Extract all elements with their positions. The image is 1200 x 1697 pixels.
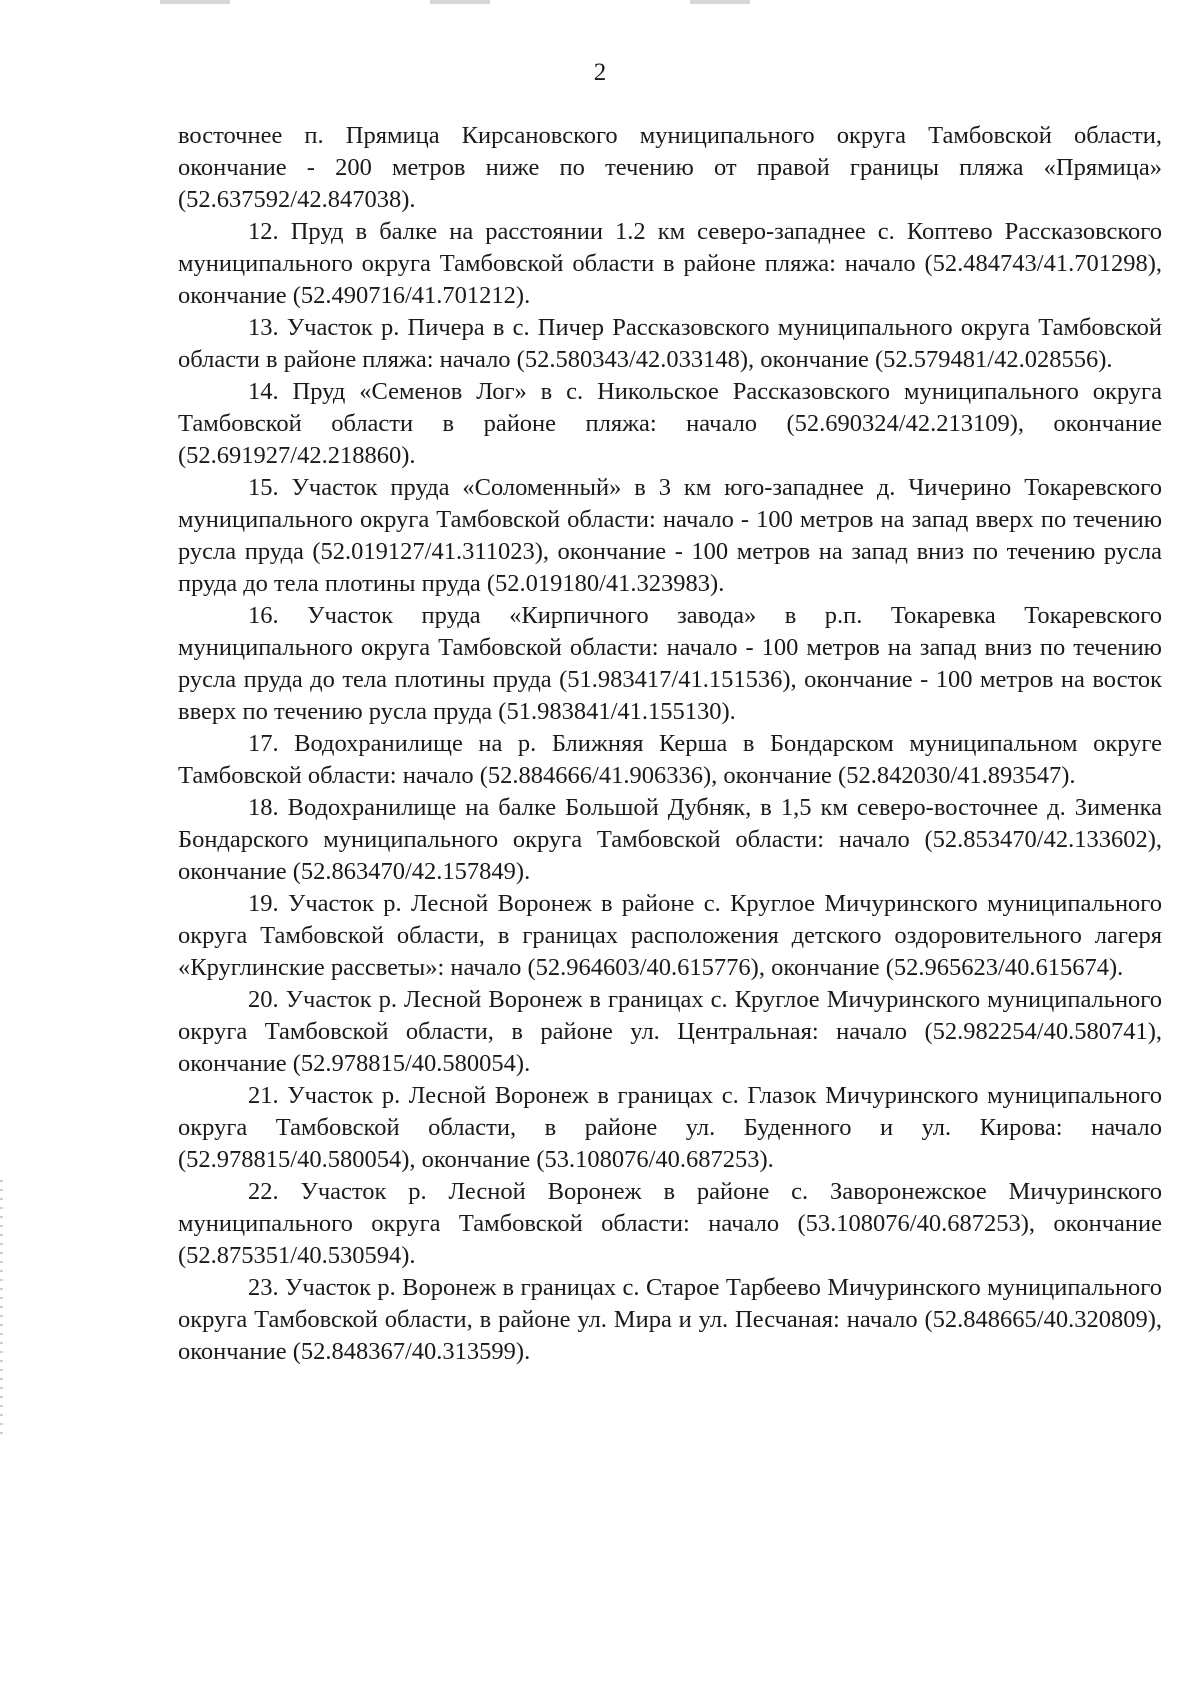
document-body bbox=[178, 120, 1162, 1368]
paragraph-item-19: 19. Участок р. Лесной Воронеж в районе с. Круглое Мичуринского муниципального округа Тамбовской области, в границах расположения детского оздоровительного лагеря «Круглинские рассветы»: начало (52.964603/40.615776), окончание (52.965623/40.615674). bbox=[178, 890, 1162, 981]
paragraph-item-12: 12. Пруд в балке на расстоянии 1.2 км северо-западнее с. Коптево Рассказовского муниципального округа Тамбовской области в районе пляжа: начало (52.484743/41.701298), окончание (52.490716/41.701212). bbox=[178, 218, 1162, 309]
paragraph-continuation: восточнее п. Прямица Кирсановского муниципального округа Тамбовской области, окончание - 200 метров ниже по течению от правой границы пляжа «Прямица» (52.637592/42.847038). bbox=[178, 122, 1162, 213]
paragraph-item-17: 17. Водохранилище на р. Ближняя Керша в Бондарском муниципальном округе Тамбовской области: начало (52.884666/41.906336), окончание (52.842030/41.893547). bbox=[178, 730, 1162, 789]
scan-edge-artifact bbox=[0, 1180, 3, 1440]
paragraph-item-14: 14. Пруд «Семенов Лог» в с. Никольское Рассказовского муниципального округа Тамбовской области в районе пляжа: начало (52.690324/42.213109), окончание (52.691927/42.218860). bbox=[178, 378, 1162, 469]
page-number: 2 bbox=[593, 59, 607, 86]
paragraph-item-15: 15. Участок пруда «Соломенный» в 3 км юго-западнее д. Чичерино Токаревского муниципального округа Тамбовской области: начало - 100 метров на запад вверх по течению русла пруда (52.019127/41.311023), окончание - 100 метров на запад вниз по течению русла пруда до тела плотины пруда (52.019180/41.323983). bbox=[178, 474, 1162, 597]
paragraph-item-18: 18. Водохранилище на балке Большой Дубняк, в 1,5 км северо-восточнее д. Зименка Бондарского муниципального округа Тамбовской области: начало (52.853470/42.133602), окончание (52.863470/42.157849). bbox=[178, 794, 1162, 885]
paragraph-item-22: 22. Участок р. Лесной Воронеж в районе с. Заворонежское Мичуринского муниципального округа Тамбовской области: начало (53.108076/40.687253), окончание (52.875351/40.530594). bbox=[178, 1178, 1162, 1269]
paragraph-item-13: 13. Участок р. Пичера в с. Пичер Рассказовского муниципального округа Тамбовской области в районе пляжа: начало (52.580343/42.033148), окончание (52.579481/42.028556). bbox=[178, 314, 1162, 373]
paragraph-item-16: 16. Участок пруда «Кирпичного завода» в р.п. Токаревка Токаревского муниципального округа Тамбовской области: начало - 100 метров на запад вниз по течению русла пруда до тела плотины пруда (51.983417/41.151536), окончание - 100 метров на восток вверх по течению русла пруда (51.983841/41.155130). bbox=[178, 602, 1162, 725]
paragraph-item-20: 20. Участок р. Лесной Воронеж в границах с. Круглое Мичуринского муниципального округа Тамбовской области, в районе ул. Центральная: начало (52.982254/40.580741), окончание (52.978815/40.580054). bbox=[178, 986, 1162, 1077]
scan-artifact bbox=[430, 0, 490, 4]
scan-artifact bbox=[160, 0, 230, 4]
scan-artifact bbox=[690, 0, 750, 4]
paragraph-item-21: 21. Участок р. Лесной Воронеж в границах с. Глазок Мичуринского муниципального округа Тамбовской области, в районе ул. Буденного и ул. Кирова: начало (52.978815/40.580054), окончание (53.108076/40.687253). bbox=[178, 1082, 1162, 1173]
paragraph-item-23: 23. Участок р. Воронеж в границах с. Старое Тарбеево Мичуринского муниципального округа Тамбовской области, в районе ул. Мира и ул. Песчаная: начало (52.848665/40.320809), окончание (52.848367/40.313599). bbox=[178, 1274, 1162, 1365]
